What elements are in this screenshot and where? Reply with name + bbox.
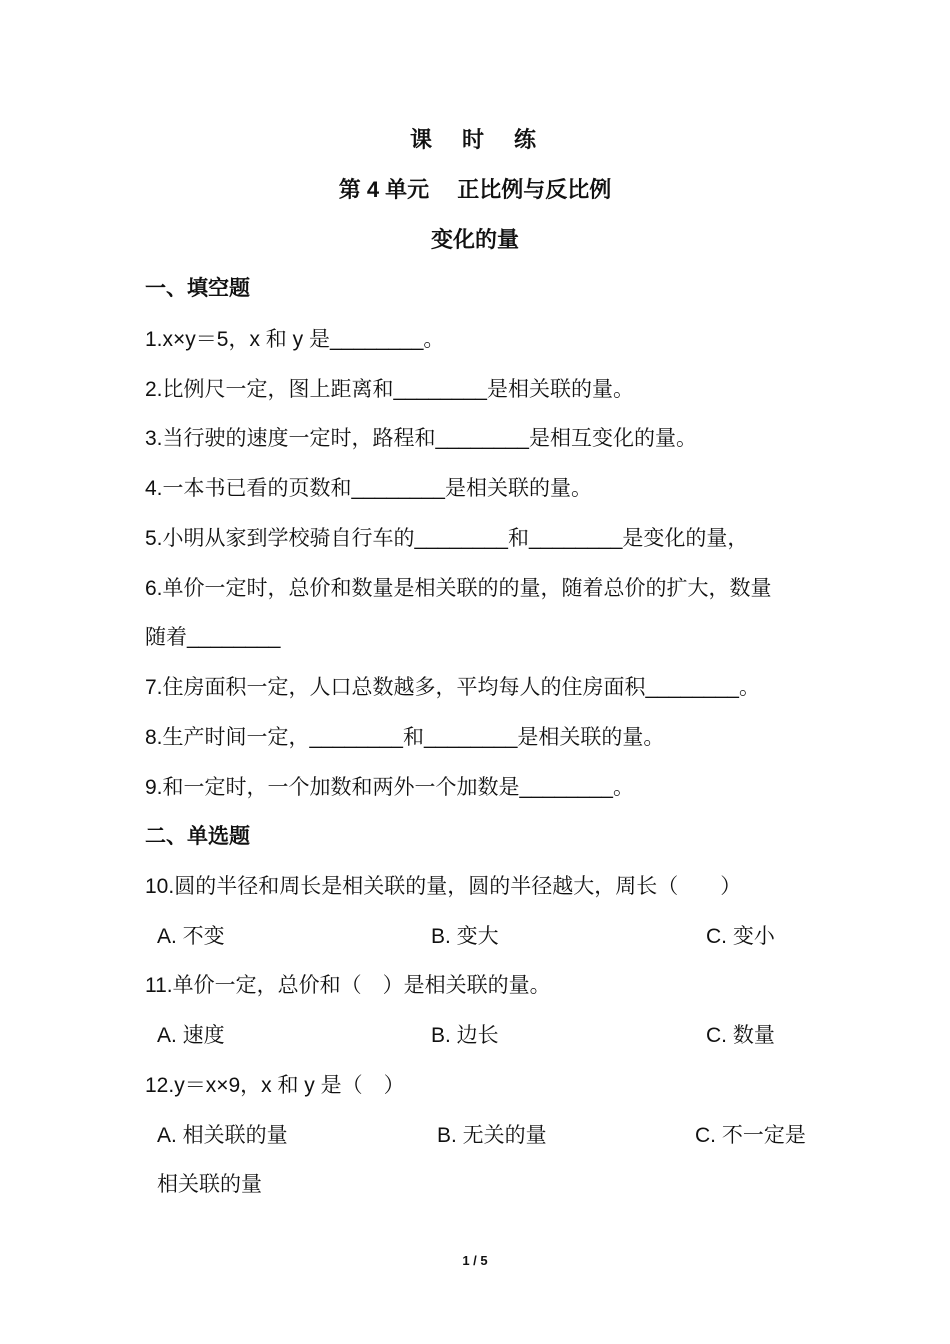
question-12-option-c: C. 不一定是 [695,1124,806,1147]
section-heading-fill-blank: 一、填空题 [145,277,250,300]
lesson-title: 变化的量 [430,227,519,252]
question-4: 4.一本书已看的页数和________是相关联的量。 [145,477,592,500]
question-2: 2.比例尺一定，图上距离和________是相关联的量。 [145,378,634,401]
question-7: 7.住房面积一定，人口总数越多，平均每人的住房面积________。 [145,676,760,699]
unit-title: 第 4 单元 正比例与反比例 [338,177,612,202]
question-12-option-b: B. 无关的量 [437,1124,547,1147]
question-11: 11.单价一定，总价和（ ）是相关联的量。 [145,974,551,997]
question-9: 9.和一定时，一个加数和两外一个加数是________。 [145,776,634,799]
question-5: 5.小明从家到学校骑自行车的________和________是变化的量， [145,527,749,550]
page-number: 1 / 5 [462,1253,488,1268]
question-1: 1.x×y＝5，x 和 y 是________。 [145,328,445,351]
question-10-option-a: A. 不变 [157,925,225,948]
question-10: 10.圆的半径和周长是相关联的量，圆的半径越大，周长（ ） [145,875,742,898]
question-12-option-c-continuation: 相关联的量 [157,1173,262,1196]
question-3: 3.当行驶的速度一定时，路程和________是相互变化的量。 [145,427,697,450]
question-6-continuation: 随着________ [145,626,281,649]
document-title: 课 时 练 [409,127,540,152]
question-12: 12.y＝x×9，x 和 y 是（ ） [145,1074,405,1097]
question-8: 8.生产时间一定，________和________是相关联的量。 [145,726,665,749]
section-heading-single-choice: 二、单选题 [145,825,250,848]
question-10-option-b: B. 变大 [431,925,499,948]
question-6: 6.单价一定时，总价和数量是相关联的的量，随着总价的扩大，数量 [145,577,772,600]
question-10-option-c: C. 变小 [706,925,775,948]
question-12-option-a: A. 相关联的量 [157,1124,288,1147]
question-11-option-a: A. 速度 [157,1024,225,1047]
question-11-option-b: B. 边长 [431,1024,499,1047]
question-11-option-c: C. 数量 [706,1024,775,1047]
